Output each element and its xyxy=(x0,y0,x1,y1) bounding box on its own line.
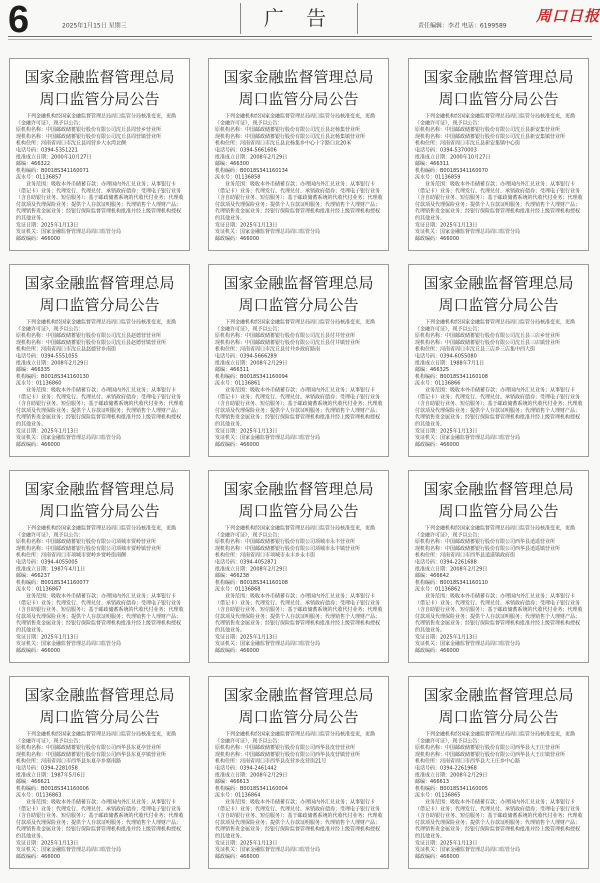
business-scope: 业务范围：吸收本外币储蓄存款；办理国内外汇兑业务；从事银行卡（借记卡）业务；代理发行、代理兑付、承销政府债券；受理电子银行业务（含自助银行业务、短信服务）；基于邮政储蓄系统的代收代付业务；代理收付款项及代理保险业务；提供个人存款证明服务；代理销售个人理财产品；代理销售贵金属业务；经银行保险监督管理机构批准并经上级管理机构授权的其他业务。 xyxy=(415,181,583,221)
notice-intro: 下列金融机构经国家金融监督管理总局周口监管分局核准变更，更换《金融许可证》，现予以公告： xyxy=(415,113,575,126)
notice-box-7 xyxy=(9,470,190,663)
business-scope: 业务范围：吸收本外币储蓄存款；办理国内外汇兑业务；从事银行卡（借记卡）业务；代理发行、代理兑付、承销政府债券；受理电子银行业务（含自助银行业务、短信服务）；基于邮政储蓄系统的代收代付业务；代理收付款项及代理保险业务；提供个人存款证明服务；代理销售个人理财产品；代理销售贵金属业务；经银行保险监督管理机构批准并经上级管理机构授权的其他业务。 xyxy=(16,387,184,427)
original-name: 原机构名称：中国邮政储蓄银行股份有限公司项城市贾岭营业所 xyxy=(16,539,156,545)
current-name: 现机构名称：中国邮政储蓄银行股份有限公司项城市永丰镇营业所 xyxy=(215,545,360,552)
business-scope: 业务范围：吸收本外币储蓄存款；办理国内外汇兑业务；从事银行卡（借记卡）业务；代理发行、代理兑付、承销政府债券；受理电子银行业务（含自助银行业务、短信服务）；基于邮政储蓄系统的代收代付业务；代理收付款项及代理保险业务；提供个人存款证明服务；代理销售个人理财产品；代理销售贵金属业务；经银行保险监督管理机构批准并经上级管理机构授权的其他业务。 xyxy=(415,799,583,839)
notice-body xyxy=(16,319,185,448)
notice-title: 国家金融监督管理总局 xyxy=(24,480,175,498)
notice-subtitle: 周口监管分局公告 xyxy=(238,296,359,314)
serial-number: 流水号：01136861 xyxy=(215,380,261,387)
phone: 电话号码：0394-4052871 xyxy=(215,559,277,565)
notice-intro: 下列金融机构经国家金融监督管理总局周口监管分局核准变更，更换《金融许可证》，现予以公告： xyxy=(16,731,176,744)
notice-intro: 下列金融机构经国家金融监督管理总局周口监管分局核准变更，更换《金融许可证》，现予以公告： xyxy=(215,113,375,126)
approval-date: 批准成立日期：1988年7月1日 xyxy=(415,360,485,366)
serial-number: 流水号：01136867 xyxy=(16,586,62,593)
phone: 电话号码：0394-5661606 xyxy=(215,147,277,153)
business-scope: 业务范围：吸收本外币储蓄存款；办理国内外汇兑业务；从事银行卡（借记卡）业务；代理发行、代理兑付、承销政府债券；受理电子银行业务（含自助银行业务、短信服务）；基于邮政储蓄系统的代收代付业务；代理收付款项及代理保险业务；提供个人存款证明服务；代理销售个人理财产品；代理销售贵金属业务；经银行保险监督管理机构批准并经上级管理机构授权的其他业务。 xyxy=(415,593,583,633)
notice-body xyxy=(215,113,384,242)
business-scope: 业务范围：吸收本外币储蓄存款；办理国内外汇兑业务；从事银行卡（借记卡）业务；代理发行、代理兑付、承销政府债券；受理电子银行业务（含自助银行业务、短信服务）；基于邮政储蓄系统的代收代付业务；代理收付款项及代理保险业务；提供个人存款证明服务；代理销售个人理财产品；代理销售贵金属业务；经银行保险监督管理机构批准并经上级管理机构授权的其他业务。 xyxy=(215,387,383,427)
address: 机构住所：河南省周口市沈丘县周营乡大水湾北侧 xyxy=(16,140,126,147)
serial-number: 流水号：01136857 xyxy=(16,174,62,181)
notice-title: 国家金融监督管理总局 xyxy=(423,686,574,704)
editor-phone: 责任编辑：李君 电话：6199589 xyxy=(418,22,507,29)
postcode: 邮编：466311 xyxy=(415,161,450,167)
current-name: 现机构名称：中国邮政储蓄银行股份有限公司沈丘县付井镇营业所 xyxy=(215,339,360,346)
institution-code: 机构编码：B0018S341160110 xyxy=(415,579,488,586)
institution-code: 机构编码：B0018S341160094 xyxy=(215,373,288,380)
approval-date: 批准成立日期：2008年2月29日 xyxy=(16,360,89,366)
business-scope: 业务范围：吸收本外币储蓄存款；办理国内外汇兑业务；从事银行卡（借记卡）业务；代理发行、代理兑付、承销政府债券；受理电子银行业务（含自助银行业务、短信服务）；基于邮政储蓄系统的代收代付业务；代理收付款项及代理保险业务；提供个人存款证明服务；代理销售个人理财产品；代理销售贵金属业务；经银行保险监督管理机构批准并经上级管理机构授权的其他业务。 xyxy=(16,181,184,221)
authority-postcode: 邮政编码：466000 xyxy=(415,441,460,448)
serial-number: 流水号：01136864 xyxy=(215,792,261,799)
notice-title: 国家金融监督管理总局 xyxy=(24,686,175,704)
original-name: 原机构名称：中国邮政储蓄银行股份有限公司西华县大王庄营业所 xyxy=(415,745,560,751)
phone: 电话号码：0394-5351221 xyxy=(16,147,78,153)
notice-body xyxy=(415,525,584,654)
serial-number: 流水号：01136858 xyxy=(215,174,261,181)
serial-number: 流水号：01136865 xyxy=(415,792,461,799)
postcode: 邮编：466238 xyxy=(215,573,250,579)
issuing-authority: 发证机关：国家金融监督管理总局周口监管分局 xyxy=(215,435,320,441)
authority-postcode: 邮政编码：466000 xyxy=(215,235,260,242)
authority-postcode: 邮政编码：466000 xyxy=(215,647,260,654)
current-name: 现机构名称：中国邮政储蓄银行股份有限公司项城市贾岭镇营业所 xyxy=(16,545,161,552)
notice-intro: 下列金融机构经国家金融监督管理总局周口监管分局核准变更，更换《金融许可证》，现予以公告： xyxy=(16,319,176,332)
postcode: 邮编：466335 xyxy=(16,367,51,373)
page-number: 6 xyxy=(8,0,30,41)
notice-box-10 xyxy=(9,676,190,869)
current-name: 现机构名称：中国邮政储蓄银行股份有限公司西华县大王庄镇营业所 xyxy=(415,751,565,758)
notice-box-4 xyxy=(9,264,190,457)
header-rule xyxy=(8,36,592,40)
notice-title: 国家金融监督管理总局 xyxy=(423,68,574,86)
notice-intro: 下列金融机构经国家金融监督管理总局周口监管分局核准变更，更换《金融许可证》，现予以公告： xyxy=(415,525,575,538)
current-name: 现机构名称：中国邮政储蓄银行股份有限公司西华县东夏亭镇营业所 xyxy=(16,751,166,758)
postcode: 邮编：466642 xyxy=(415,573,450,579)
approval-date: 批准成立日期：2008年2月29日 xyxy=(215,360,288,366)
postcode: 邮编：466621 xyxy=(16,779,51,785)
original-name: 原机构名称：中国邮政储蓄银行股份有限公司沈丘县三店乡营业所 xyxy=(415,333,560,339)
postcode: 邮编：466613 xyxy=(415,779,450,785)
issue-date: 发证日期：2025年1月13日 xyxy=(415,634,478,640)
approval-date: 批准成立日期：2008年2月29日 xyxy=(415,772,488,778)
serial-number: 流水号：01136863 xyxy=(16,792,62,799)
issuing-authority: 发证机关：国家金融监督管理总局周口监管分局 xyxy=(215,641,320,647)
address: 机构住所：河南省周口市沈丘县赵德营乡南街 xyxy=(16,346,116,353)
authority-postcode: 邮政编码：466000 xyxy=(16,235,61,242)
serial-number: 流水号：01136859 xyxy=(415,174,461,181)
issuing-authority: 发证机关：国家金融监督管理总局周口监管分局 xyxy=(215,229,320,235)
serial-number: 流水号：01136862 xyxy=(415,586,461,593)
phone: 电话号码：0394-6055080 xyxy=(415,353,477,359)
issue-date: 发证日期：2025年1月13日 xyxy=(215,222,278,228)
address: 机构住所：河南省周口市沈丘县新安集镇中心街 xyxy=(415,140,520,147)
business-scope: 业务范围：吸收本外币储蓄存款；办理国内外汇兑业务；从事银行卡（借记卡）业务；代理发行、代理兑付、承销政府债券；受理电子银行业务（含自助银行业务、短信服务）；基于邮政储蓄系统的代收代付业务；代理收付款项及代理保险业务；提供个人存款证明服务；代理销售个人理财产品；代理销售贵金属业务；经银行保险监督管理机构批准并经上级管理机构授权的其他业务。 xyxy=(215,593,383,633)
institution-code: 机构编码：B0018S341160130 xyxy=(16,373,89,380)
address: 机构住所：河南省周口市西华县皮营乡皮营街21号 xyxy=(215,758,327,765)
notice-subtitle: 周口监管分局公告 xyxy=(39,502,160,520)
phone: 电话号码：0394-2261968 xyxy=(415,765,477,771)
business-scope: 业务范围：吸收本外币储蓄存款；办理国内外汇兑业务；从事银行卡（借记卡）业务；代理发行、代理兑付、承销政府债券；受理电子银行业务（含自助银行业务、短信服务）；基于邮政储蓄系统的代收代付业务；代理收付款项及代理保险业务；提供个人存款证明服务；代理销售个人理财产品；代理销售贵金属业务；经银行保险监督管理机构批准并经上级管理机构授权的其他业务。 xyxy=(415,387,583,427)
approval-date: 批准成立日期：1987年4月1日 xyxy=(16,566,86,572)
original-name: 原机构名称：中国邮政储蓄银行股份有限公司项城市永丰营业所 xyxy=(215,539,355,545)
notice-box-1 xyxy=(9,58,190,251)
issuing-authority: 发证机关：国家金融监督管理总局周口监管分局 xyxy=(16,847,121,853)
notice-title: 国家金融监督管理总局 xyxy=(223,274,374,292)
authority-postcode: 邮政编码：466000 xyxy=(215,441,260,448)
phone: 电话号码：0394-2461442 xyxy=(215,765,277,771)
address: 机构住所：河南省周口市沈丘县三店乡三店集中西大街 xyxy=(415,346,535,353)
phone: 电话号码：0394-5666289 xyxy=(215,353,277,359)
original-name: 原机构名称：中国邮政储蓄银行股份有限公司西华县逍遥营业所 xyxy=(415,539,555,545)
notice-subtitle: 周口监管分局公告 xyxy=(39,296,160,314)
notice-subtitle: 周口监管分局公告 xyxy=(238,502,359,520)
issue-date: 发证日期：2025年1月13日 xyxy=(215,840,278,846)
issue-date-line: 2025年1月15日 星期三 xyxy=(62,22,127,29)
institution-code: 机构编码：B0018S341160006 xyxy=(16,785,89,792)
approval-date: 批准成立日期：2000年10月27日 xyxy=(16,154,92,160)
phone: 电话号码：0394-5551055 xyxy=(16,353,78,359)
institution-code: 机构编码：B0018S341160134 xyxy=(215,167,288,174)
notice-title: 国家金融监督管理总局 xyxy=(24,274,175,292)
notice-box-3 xyxy=(408,58,589,251)
original-name: 原机构名称：中国邮政储蓄银行股份有限公司沈丘县北杨集营业所 xyxy=(215,127,360,133)
business-scope: 业务范围：吸收本外币储蓄存款；办理国内外汇兑业务；从事银行卡（借记卡）业务；代理发行、代理兑付、承销政府债券；受理电子银行业务（含自助银行业务、短信服务）；基于邮政储蓄系统的代收代付业务；代理收付款项及代理保险业务；提供个人存款证明服务；代理销售个人理财产品；代理销售贵金属业务；经银行保险监督管理机构批准并经上级管理机构授权的其他业务。 xyxy=(215,181,383,221)
phone: 电话号码：0394-4055005 xyxy=(16,559,78,565)
notice-intro: 下列金融机构经国家金融监督管理总局周口监管分局核准变更，更换《金融许可证》，现予以公告： xyxy=(215,319,375,332)
notice-body xyxy=(16,113,185,242)
issuing-authority: 发证机关：国家金融监督管理总局周口监管分局 xyxy=(16,229,121,235)
issue-date: 发证日期：2025年1月13日 xyxy=(415,428,478,434)
notice-body xyxy=(415,319,584,448)
issue-date: 发证日期：2025年1月13日 xyxy=(415,840,478,846)
issuing-authority: 发证机关：国家金融监督管理总局周口监管分局 xyxy=(16,435,121,441)
approval-date: 批准成立日期：2000年10月27日 xyxy=(415,154,491,160)
address: 机构住所：河南省周口市西华县大王庄乡中心路 xyxy=(415,758,520,765)
authority-postcode: 邮政编码：466000 xyxy=(415,853,460,860)
issue-date: 发证日期：2025年1月13日 xyxy=(16,428,79,434)
issue-date: 发证日期：2025年1月13日 xyxy=(16,840,79,846)
authority-postcode: 邮政编码：466000 xyxy=(16,853,61,860)
business-scope: 业务范围：吸收本外币储蓄存款；办理国内外汇兑业务；从事银行卡（借记卡）业务；代理发行、代理兑付、承销政府债券；受理电子银行业务（含自助银行业务、短信服务）；基于邮政储蓄系统的代收代付业务；代理收付款项及代理保险业务；提供个人存款证明服务；代理销售个人理财产品；代理销售贵金属业务；经银行保险监督管理机构批准并经上级管理机构授权的其他业务。 xyxy=(16,593,184,633)
notice-body xyxy=(215,525,384,654)
issuing-authority: 发证机关：国家金融监督管理总局周口监管分局 xyxy=(215,847,320,853)
original-name: 原机构名称：中国邮政储蓄银行股份有限公司沈丘县赵德营营业所 xyxy=(16,333,161,339)
postcode: 邮编：466613 xyxy=(215,779,250,785)
notice-title: 国家金融监督管理总局 xyxy=(223,686,374,704)
issuing-authority: 发证机关：国家金融监督管理总局周口监管分局 xyxy=(415,847,520,853)
original-name: 原机构名称：中国邮政储蓄银行股份有限公司西华县东夏亭营业所 xyxy=(16,745,161,751)
institution-code: 机构编码：B0018S341160077 xyxy=(16,579,89,586)
institution-code: 机构编码：B0018S341160108 xyxy=(215,579,288,586)
postcode: 邮编：466311 xyxy=(215,367,250,373)
notice-title: 国家金融监督管理总局 xyxy=(223,480,374,498)
notice-box-9 xyxy=(408,470,589,663)
approval-date: 批准成立日期：2008年2月29日 xyxy=(215,154,288,160)
notice-box-8 xyxy=(208,470,389,663)
business-scope: 业务范围：吸收本外币储蓄存款；办理国内外汇兑业务；从事银行卡（借记卡）业务；代理发行、代理兑付、承销政府债券；受理电子银行业务（含自助银行业务、短信服务）；基于邮政储蓄系统的代收代付业务；代理收付款项及代理保险业务；提供个人存款证明服务；代理销售个人理财产品；代理销售贵金属业务；经银行保险监督管理机构批准并经上级管理机构授权的其他业务。 xyxy=(16,799,184,839)
current-name: 现机构名称：中国邮政储蓄银行股份有限公司沈丘县北杨集镇营业所 xyxy=(215,133,365,140)
address: 机构住所：河南省周口市西华县逍遥镇政府街 xyxy=(415,552,515,559)
address: 机构住所：河南省周口市项城市贾岭乡贾岭街南侧 xyxy=(16,552,126,559)
issuing-authority: 发证机关：国家金融监督管理总局周口监管分局 xyxy=(415,435,520,441)
authority-postcode: 邮政编码：466000 xyxy=(415,235,460,242)
notice-subtitle: 周口监管分局公告 xyxy=(39,708,160,726)
original-name: 原机构名称：中国邮政储蓄银行股份有限公司沈丘县付井营业所 xyxy=(215,333,355,339)
institution-code: 机构编码：B0018S341160070 xyxy=(415,167,488,174)
approval-date: 批准成立日期：2008年2月29日 xyxy=(215,566,288,572)
institution-code: 机构编码：B0018S341160108 xyxy=(415,373,488,380)
address: 机构住所：河南省周口市沈丘县北杨集乡中心十字路口北20米 xyxy=(215,140,352,147)
postcode: 邮编：466300 xyxy=(215,161,250,167)
notice-body xyxy=(16,731,185,860)
current-name: 现机构名称：中国邮政储蓄银行股份有限公司沈丘县新安集镇营业所 xyxy=(415,133,565,140)
notice-intro: 下列金融机构经国家金融监督管理总局周口监管分局核准变更，更换《金融许可证》，现予以公告： xyxy=(215,525,375,538)
approval-date: 批准成立日期：2008年2月29日 xyxy=(215,772,288,778)
current-name: 现机构名称：中国邮政储蓄银行股份有限公司西华县逍遥镇营业所 xyxy=(415,545,560,552)
notice-title: 国家金融监督管理总局 xyxy=(423,480,574,498)
section-title: 广 告 xyxy=(263,6,335,30)
current-name: 现机构名称：中国邮政储蓄银行股份有限公司沈丘县三店镇营业所 xyxy=(415,339,560,346)
notice-subtitle: 周口监管分局公告 xyxy=(238,708,359,726)
issue-date: 发证日期：2025年1月13日 xyxy=(16,634,79,640)
issue-date: 发证日期：2025年1月13日 xyxy=(415,222,478,228)
address: 机构住所：河南省周口市沈丘县付井乡政府路南 xyxy=(215,346,320,353)
current-name: 现机构名称：中国邮政储蓄银行股份有限公司沈丘县赵德营镇营业所 xyxy=(16,339,166,346)
notice-intro: 下列金融机构经国家金融监督管理总局周口监管分局核准变更，更换《金融许可证》，现予以公告： xyxy=(215,731,375,744)
issuing-authority: 发证机关：国家金融监督管理总局周口监管分局 xyxy=(16,641,121,647)
notice-title: 国家金融监督管理总局 xyxy=(223,68,374,86)
notice-box-12 xyxy=(408,676,589,869)
approval-date: 批准成立日期：1987年5月6日 xyxy=(16,772,86,778)
authority-postcode: 邮政编码：466000 xyxy=(16,647,61,654)
notice-subtitle: 周口监管分局公告 xyxy=(39,90,160,108)
header-divider-right xyxy=(357,3,358,34)
phone: 电话号码：0394-2281058 xyxy=(16,765,78,771)
notice-subtitle: 周口监管分局公告 xyxy=(438,296,559,314)
issue-date: 发证日期：2025年1月13日 xyxy=(16,222,79,228)
business-scope: 业务范围：吸收本外币储蓄存款；办理国内外汇兑业务；从事银行卡（借记卡）业务；代理发行、代理兑付、承销政府债券；受理电子银行业务（含自助银行业务、短信服务）；基于邮政储蓄系统的代收代付业务；代理收付款项及代理保险业务；提供个人存款证明服务；代理销售个人理财产品；代理销售贵金属业务；经银行保险监督管理机构批准并经上级管理机构授权的其他业务。 xyxy=(215,799,383,839)
postcode: 邮编：466322 xyxy=(16,161,51,167)
notice-box-11 xyxy=(208,676,389,869)
issuing-authority: 发证机关：国家金融监督管理总局周口监管分局 xyxy=(415,229,520,235)
authority-postcode: 邮政编码：466000 xyxy=(215,853,260,860)
phone: 电话号码：0394-2261688 xyxy=(415,559,477,565)
issue-date: 发证日期：2025年1月13日 xyxy=(215,428,278,434)
notice-intro: 下列金融机构经国家金融监督管理总局周口监管分局核准变更，更换《金融许可证》，现予以公告： xyxy=(16,525,176,538)
notice-body xyxy=(415,113,584,242)
authority-postcode: 邮政编码：466000 xyxy=(415,647,460,654)
serial-number: 流水号：01136868 xyxy=(215,586,261,593)
address: 机构住所：河南省周口市西华县东夏亭乡寨南路 xyxy=(16,758,121,765)
current-name: 现机构名称：中国邮政储蓄银行股份有限公司西华县皮营镇营业所 xyxy=(215,751,360,758)
notice-intro: 下列金融机构经国家金融监督管理总局周口监管分局核准变更，更换《金融许可证》，现予以公告： xyxy=(16,113,176,126)
notice-body xyxy=(16,525,185,654)
postcode: 邮编：466237 xyxy=(16,573,51,579)
notice-box-6 xyxy=(408,264,589,457)
institution-code: 机构编码：B0018S341160004 xyxy=(215,785,288,792)
notice-box-2 xyxy=(208,58,389,251)
phone: 电话号码：0394-5370003 xyxy=(415,147,477,153)
notice-subtitle: 周口监管分局公告 xyxy=(238,90,359,108)
notice-title: 国家金融监督管理总局 xyxy=(24,68,175,86)
newspaper-logo: 周口日报 xyxy=(536,7,600,25)
authority-postcode: 邮政编码：466000 xyxy=(16,441,61,448)
original-name: 原机构名称：中国邮政储蓄银行股份有限公司沈丘县新安集营业所 xyxy=(415,127,560,133)
notice-subtitle: 周口监管分局公告 xyxy=(438,90,559,108)
notice-intro: 下列金融机构经国家金融监督管理总局周口监管分局核准变更，更换《金融许可证》，现予以公告： xyxy=(415,319,575,332)
notice-subtitle: 周口监管分局公告 xyxy=(438,708,559,726)
original-name: 原机构名称：中国邮政储蓄银行股份有限公司沈丘县周营乡营业所 xyxy=(16,127,161,133)
notice-subtitle: 周口监管分局公告 xyxy=(438,502,559,520)
address: 机构住所：河南省周口市项城市永丰乡永丰街 xyxy=(215,552,315,559)
notice-title: 国家金融监督管理总局 xyxy=(423,274,574,292)
notice-body xyxy=(215,731,384,860)
serial-number: 流水号：01136860 xyxy=(16,380,62,387)
notice-box-5 xyxy=(208,264,389,457)
notice-intro: 下列金融机构经国家金融监督管理总局周口监管分局核准变更，更换《金融许可证》，现予以公告： xyxy=(415,731,575,744)
current-name: 现机构名称：中国邮政储蓄银行股份有限公司沈丘县周营镇营业所 xyxy=(16,133,161,140)
notice-body xyxy=(215,319,384,448)
notice-body xyxy=(415,731,584,860)
issuing-authority: 发证机关：国家金融监督管理总局周口监管分局 xyxy=(415,641,520,647)
postcode: 邮编：466325 xyxy=(415,367,450,373)
serial-number: 流水号：01136866 xyxy=(415,380,461,387)
approval-date: 批准成立日期：2008年2月29日 xyxy=(415,566,488,572)
issue-date: 发证日期：2025年1月13日 xyxy=(215,634,278,640)
original-name: 原机构名称：中国邮政储蓄银行股份有限公司西华县皮营营业所 xyxy=(215,745,355,751)
institution-code: 机构编码：B0018S341160005 xyxy=(415,785,488,792)
institution-code: 机构编码：B0018S341160071 xyxy=(16,167,89,174)
